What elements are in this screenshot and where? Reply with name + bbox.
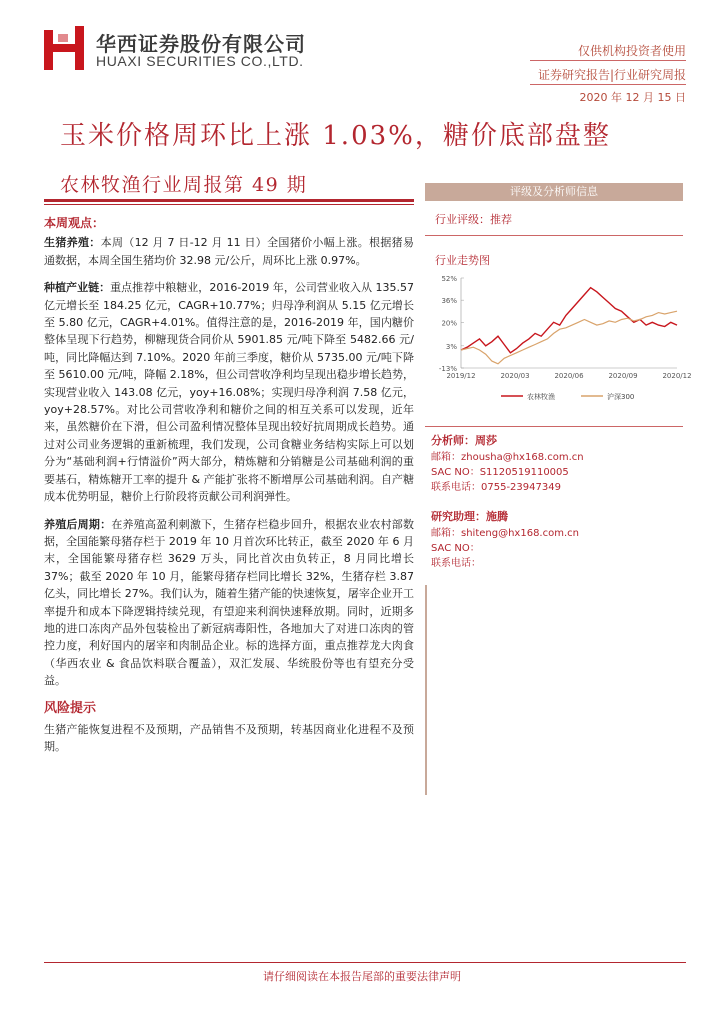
- sidebar-header: 评级及分析师信息: [425, 183, 683, 201]
- legend-label: 农林牧渔: [527, 393, 555, 401]
- company-logo: [44, 26, 84, 72]
- series-line-2: [461, 311, 677, 364]
- header-rule: [530, 60, 686, 61]
- industry-rating: 行业评级：推荐: [435, 213, 512, 226]
- report-date: 2020 年 12 月 15 日: [579, 91, 686, 104]
- analyst-sac: SAC NO：S1120519110005: [431, 467, 569, 478]
- series-line-1: [461, 288, 677, 353]
- title-divider: [44, 204, 414, 205]
- assistant-name: 研究助理：施腾: [431, 510, 508, 523]
- assistant-phone: 联系电话：: [431, 558, 481, 569]
- x-tick-label: 2020/09: [608, 372, 638, 380]
- sidebar-rule: [425, 426, 683, 427]
- analyst-email[interactable]: 邮箱：zhousha@hx168.com.cn: [431, 452, 584, 463]
- x-tick-label: 2020/03: [500, 372, 530, 380]
- assistant-email[interactable]: 邮箱：shiteng@hx168.com.cn: [431, 528, 579, 539]
- company-name-cn: 华西证券股份有限公司: [96, 32, 306, 56]
- paragraph-pig: [44, 234, 414, 269]
- paragraph-label: 种植产业链：: [44, 281, 111, 295]
- y-tick-label: 3%: [445, 342, 457, 351]
- risk-text: 生猪产能恢复进程不及预期，产品销售不及预期，转基因商业化进程不及预期。: [44, 722, 414, 754]
- y-tick-label: 20%: [441, 319, 457, 328]
- x-tick-label: 2019/12: [446, 372, 476, 380]
- risk-heading: 风险提示: [44, 700, 97, 716]
- title-divider: [44, 199, 414, 202]
- y-tick-label: 52%: [441, 275, 457, 283]
- legend-label: 沪深300: [607, 393, 635, 401]
- paragraph-label: 养殖后周期：: [44, 517, 112, 531]
- y-tick-label: 36%: [441, 297, 457, 306]
- sidebar-rule: [425, 235, 683, 236]
- trend-label: 行业走势图: [435, 254, 490, 267]
- footer-rule: [44, 962, 686, 963]
- analyst-phone: 联系电话：0755-23947349: [431, 482, 561, 493]
- paragraph-text: 在养殖高盈利刺激下，生猪存栏稳步回升，根据农业农村部数据，全国能繁母猪存栏于 2019 年 10 月首次环比转正，截至 2020 年 6 月末，全国能繁母猪存栏 3629 万头，同比首次由负转正，8 月同比增长 37%；截至 2020 年 10 月，能繁母猪存栏同比增长 32%，生猪存栏 3.87 亿头，同比增长 27%。我们认为，随着生猪产能的快速恢复，屠宰企业开工率提升和成本下降逻辑持续兑现，有望迎来利润快速释放期。同时，近期多地的进口冻肉产品外包装检出了新冠病毒阳性，各地加大了对进口冻肉的管控力度，利好国内的屠宰和肉制品企业。标的选择方面，重点推荐龙大肉食（华西农业 & 食品饮料联合覆盖），双汇发展、华统股份等也有望充分受益。: [44, 517, 414, 688]
- legal-notice: 请仔细阅读在本报告尾部的重要法律声明: [263, 970, 461, 983]
- paragraph-label: 生猪养殖：: [44, 236, 101, 250]
- y-tick-label: -13%: [438, 365, 457, 373]
- analyst-name: 分析师：周莎: [431, 434, 497, 447]
- analyst-block: [425, 433, 683, 495]
- sidebar: [425, 183, 692, 795]
- sidebar-border: [425, 585, 683, 795]
- header-rule: [530, 84, 686, 85]
- company-name-en: HUAXI SECURITIES CO.,LTD.: [96, 53, 304, 69]
- x-tick-label: 2020/12: [662, 372, 692, 380]
- trend-chart: [425, 268, 692, 422]
- trend-chart-svg: [431, 268, 692, 418]
- x-tick-label: 2020/06: [554, 372, 584, 380]
- section-heading: 本周观点：: [44, 216, 105, 230]
- paragraph-text: 本周（12 月 7 日-12 月 11 日）全国猪价小幅上涨。根据猪易通数据，本周全国生猪均价 32.98 元/公斤，周环比上涨 0.97%。: [44, 236, 415, 267]
- assistant-sac: SAC NO：: [431, 543, 480, 554]
- report-type: 证券研究报告|行业研究周报: [537, 68, 686, 82]
- assistant-block: [425, 509, 683, 571]
- usage-disclaimer: 仅供机构投资者使用: [577, 44, 686, 58]
- paragraph-text: 重点推荐中粮糖业，2016-2019 年，公司营业收入从 135.57 亿元增长至 184.25 亿元，CAGR+10.77%；归母净利润从 5.15 亿元增长至 5.80 亿元，CAGR+4.01%。值得注意的是，2016-2019 年，国内糖价整体呈现下行趋势，柳糖现货合同价从 5901.85 元/吨下降至 5482.66 元/吨，同比降幅达到 7.10%。2020 年前三季度，糖价从 5735.00 元/吨下降至 5610.00 元/吨，降幅 2.18%，但公司营收净利均呈现出稳步增长趋势，实现营业收入 143.08 亿元，yoy+16.08%；实现归母净利润 7.58 亿元，yoy+28.57%。对比公司营收净利和糖价之间的相互关系可以发现，近年来，虽然糖价在下滑，但公司盈利情况整体呈现出较好抗周期成长趋势。通过对公司业务逻辑的重新梳理，我们发现，公司食糖业务结构实际上可以划分为“基础利润+行情溢价”两大部分，精炼糖和分销糖是公司基础利润的重要基石，精炼糖开工率的提升 & 产能扩张将不断增厚公司基础利润。自产糖成本优势明显，糖价上行阶段将贡献公司利润弹性。: [44, 281, 414, 504]
- main-body: [44, 215, 414, 766]
- report-subtitle: 农林牧渔行业周报第 49 期: [60, 174, 308, 196]
- paragraph-breeding: [44, 516, 414, 690]
- report-title: 玉米价格周环比上涨 1.03%，糖价底部盘整: [60, 121, 611, 151]
- paragraph-planting: [44, 279, 414, 505]
